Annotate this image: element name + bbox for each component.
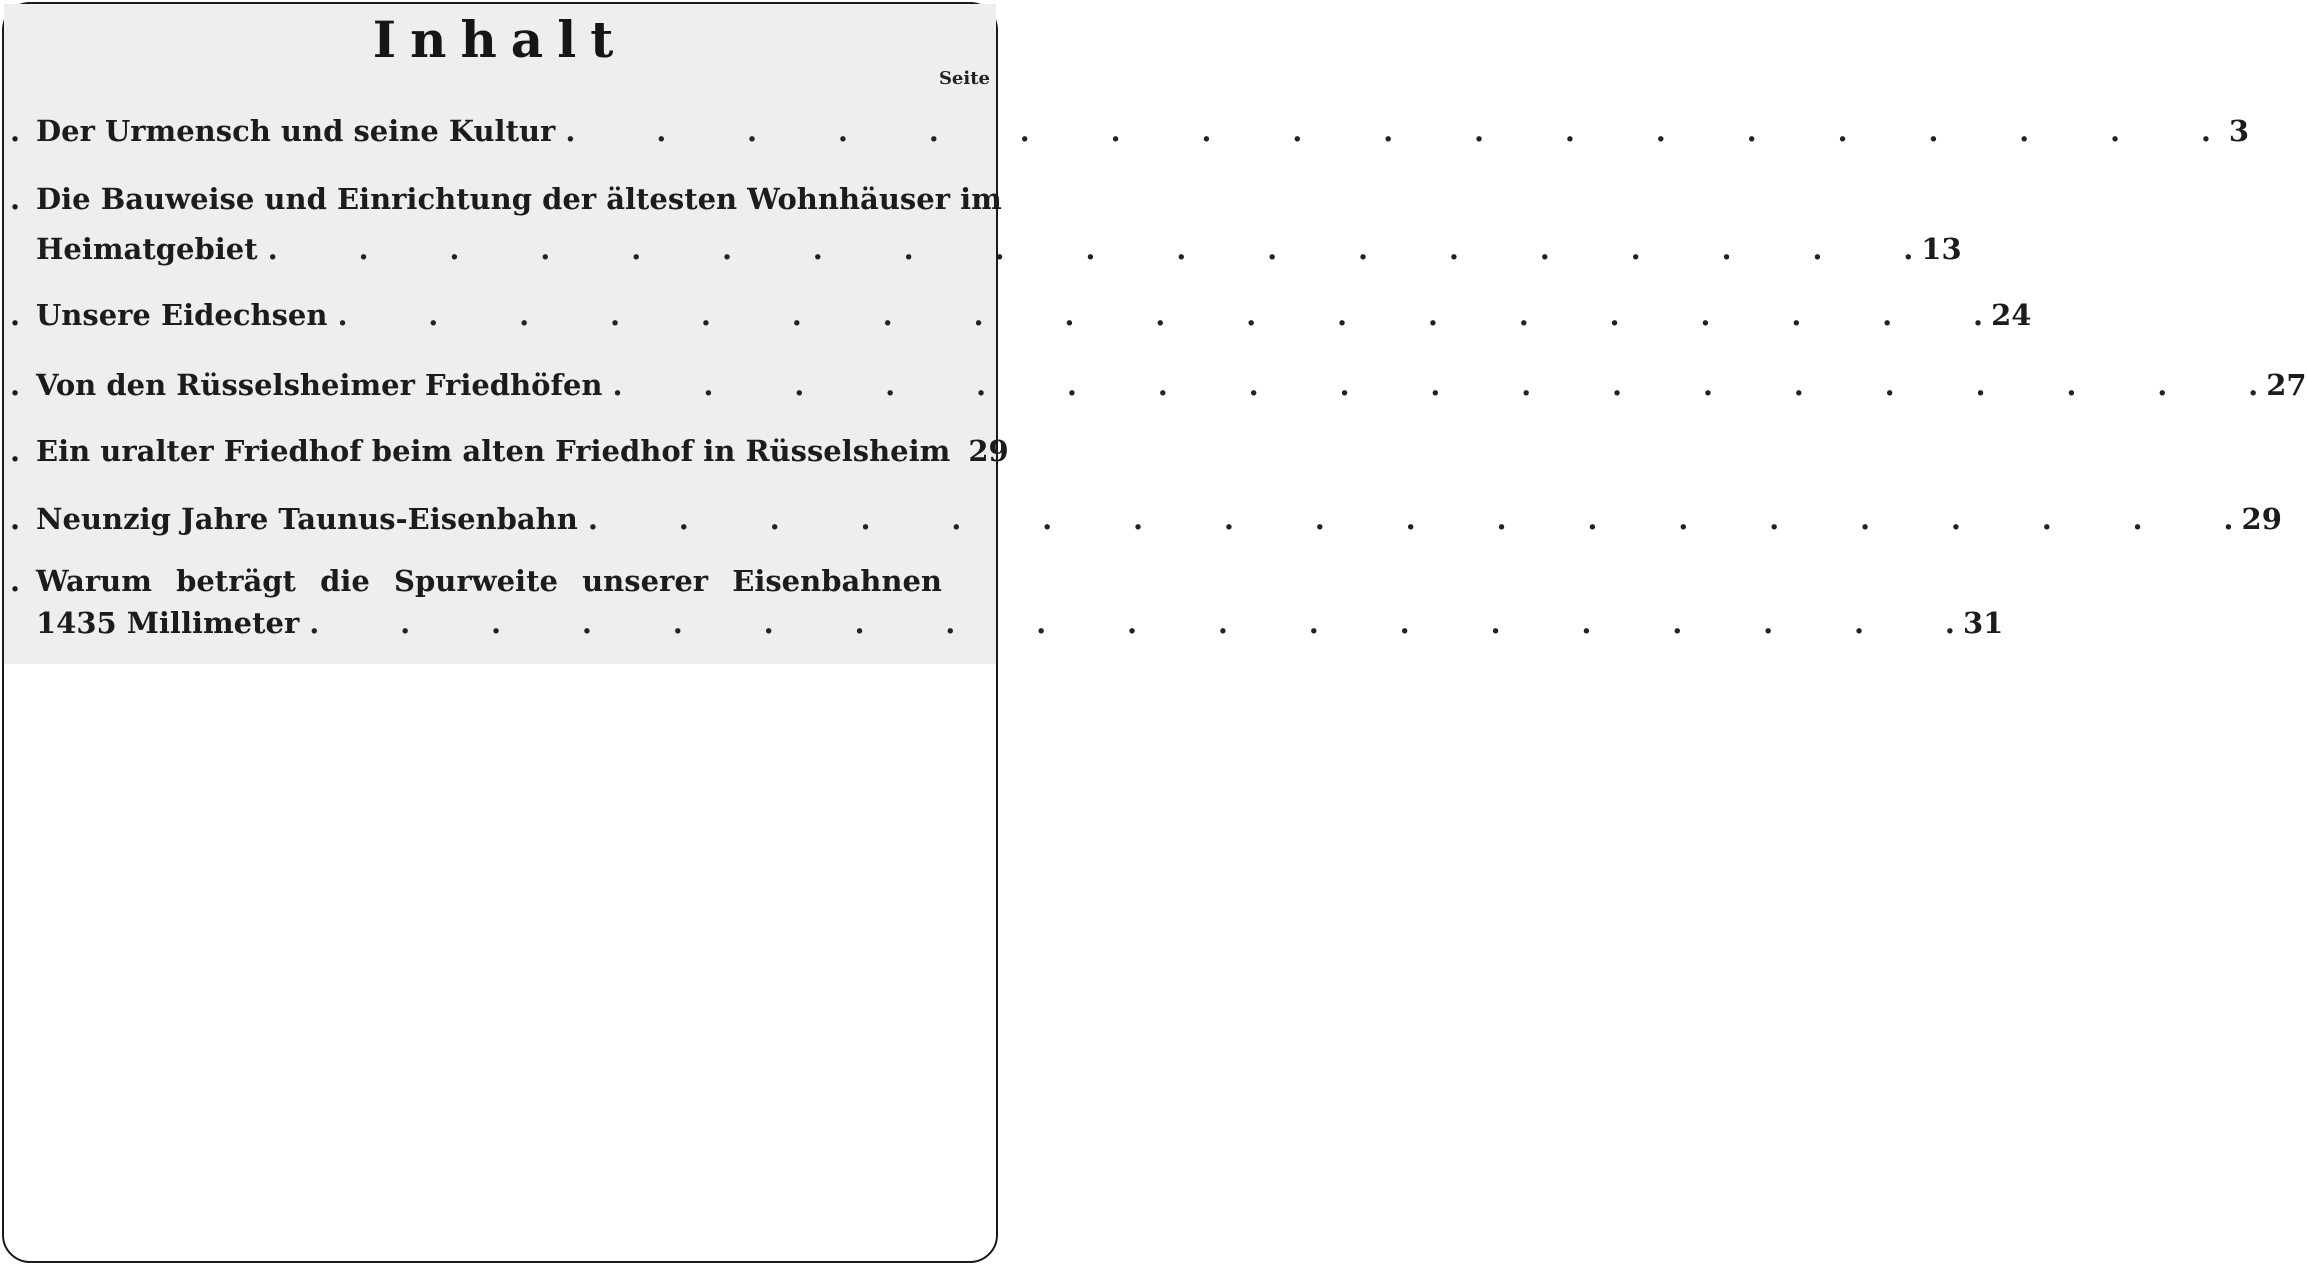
entry-title: Warum beträgt die Spurweite unserer Eisenbahnen	[36, 564, 942, 598]
entry-title: Der Urmensch und seine Kultur	[36, 114, 556, 148]
entry-bullet: .	[10, 298, 21, 332]
entry-title: Unsere Eidechsen	[36, 298, 328, 332]
entry-title: Die Bauweise und Einrichtung der ältesten Wohnhäuser im	[36, 182, 1002, 216]
toc-entry	[10, 494, 2282, 544]
entry-bullet: .	[10, 564, 21, 598]
page-title: Inhalt	[372, 10, 628, 69]
entry-page-number: 31	[1962, 606, 2004, 640]
dot-leader	[565, 106, 2211, 156]
toc-entry	[10, 106, 2250, 156]
dot-leader	[613, 360, 2259, 410]
entry-page-number: 13	[1921, 232, 1962, 266]
toc-entry	[10, 560, 2004, 644]
entry-page-number: 29	[968, 434, 1009, 468]
dot-leader	[309, 602, 1955, 644]
entry-title: Neunzig Jahre Taunus-Eisenbahn	[36, 502, 578, 536]
entry-bullet: .	[10, 114, 21, 148]
entry-page-number: 3	[2228, 114, 2250, 148]
entry-bullet: .	[10, 434, 21, 468]
entry-title: Ein uralter Friedhof beim alten Friedhof in Rüsselsheim	[36, 434, 951, 468]
entry-page-number: 29	[2241, 502, 2282, 536]
entry-bullet: .	[10, 182, 21, 216]
entry-bullet: .	[10, 368, 21, 402]
toc-entry	[10, 426, 1009, 476]
dot-leader	[588, 494, 2234, 544]
toc-entry	[10, 290, 2032, 340]
entry-page-number: 27	[2266, 368, 2307, 402]
toc-entry	[10, 360, 2307, 410]
entry-bullet: .	[10, 502, 21, 536]
toc-entry	[10, 174, 1962, 274]
entry-title-continued: Heimatgebiet	[36, 232, 258, 266]
entry-title-continued: 1435 Millimeter	[36, 606, 300, 640]
dot-leader	[268, 224, 1914, 274]
entry-title: Von den Rüsselsheimer Friedhöfen	[36, 368, 603, 402]
dot-leader	[337, 290, 1983, 340]
page-column-header: Seite	[938, 68, 990, 89]
scanned-page	[4, 4, 2307, 664]
document-frame	[2, 2, 2307, 1263]
entry-page-number: 24	[1991, 298, 2032, 332]
